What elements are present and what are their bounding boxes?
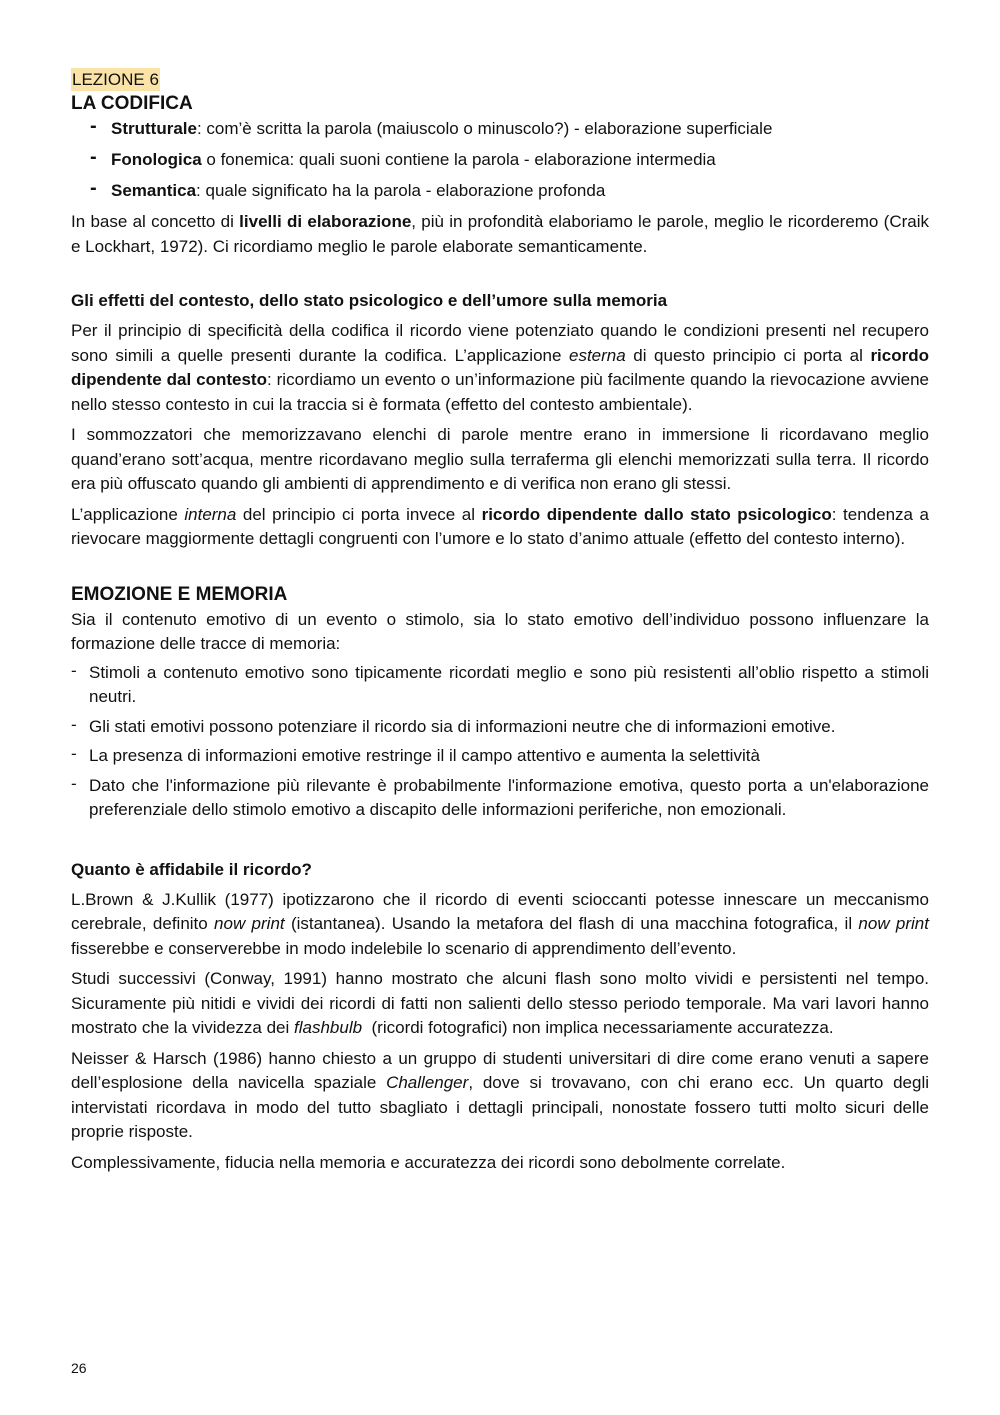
list-item: - Strutturale: com’è scritta la parola (maiuscolo o minuscolo?) - elaborazione superficiale xyxy=(90,115,773,138)
codifica-list xyxy=(71,117,929,203)
lesson-label: LEZIONE 6 xyxy=(72,70,159,89)
document-page xyxy=(71,68,934,1175)
paragraph: In base al concetto di livelli di elaborazione, più in profondità elaboriamo le parole, meglio le ricorderemo (Craik e Lockhart, 1972). Ci ricordiamo meglio le parole elaborate semanticamente. xyxy=(71,212,930,256)
list-item: - Fonologica o fonemica: quali suoni contiene la parola - elaborazione intermedia xyxy=(90,146,716,169)
dash-bullet: - xyxy=(71,773,77,793)
paragraph: Complessivamente, fiducia nella memoria e accuratezza dei ricordi sono debolmente correlate. xyxy=(71,1152,786,1172)
emozione-list xyxy=(71,661,929,823)
list-item: - Semantica: quale significato ha la parola - elaborazione profonda xyxy=(90,177,606,200)
dash-bullet: - xyxy=(71,744,77,763)
page-number: 26 xyxy=(71,1360,87,1376)
paragraph: I sommozzatori che memorizzavano elenchi di parole mentre erano in immersione li ricordavano meglio quand’erano sott’acqua, mentre ricordavano meglio sulla terraferma gli elenchi memorizzati sulla terra. Il ricordo era più offuscato quando gli ambienti di apprendimento e di verifica non erano gli stessi. xyxy=(71,425,929,493)
list-item: - Stimoli a contenuto emotivo sono tipicamente ricordati meglio e sono più resistenti all’oblio rispetto a stimoli neutri. xyxy=(71,660,929,706)
list-item: - Gli stati emotivi possono potenziare il ricordo sia di informazioni neutre che di informazioni emotive. xyxy=(71,714,836,736)
dash-bullet: - xyxy=(90,146,97,168)
paragraph: Per il principio di specificità della codifica il ricordo viene potenziato quando le condizioni presenti nel recupero sono simili a quelle presenti durante la codifica. L’applicazione esterna di questo principio ci porta al ricordo dipendente dal contesto: ricordiamo un evento o un’informazione più facilmente quando la rievocazione avviene nello stesso contesto in cui la traccia si è formata (effetto del contesto ambientale). xyxy=(71,321,929,414)
dash-bullet: - xyxy=(90,115,97,137)
paragraph: Studi successivi (Conway, 1991) hanno mostrato che alcuni flash sono molto vividi e persistenti nel tempo. Sicuramente più nitidi e vividi dei ricordi di fatti non salienti dello stesso periodo temporale. Ma vari lavori hanno mostrato che la vividezza dei flashbulb (ricordi fotografici) non implica necessariamente accuratezza. xyxy=(71,969,934,1037)
list-item: - La presenza di informazioni emotive restringe il il campo attentivo e aumenta la selettività xyxy=(71,744,760,765)
section-title-affidabile: Quanto è affidabile il ricordo? xyxy=(71,859,312,879)
paragraph: Sia il contenuto emotivo di un evento o stimolo, sia lo stato emotivo dell’individuo possono influenzare la formazione delle tracce di memoria: xyxy=(71,609,929,653)
dash-bullet: - xyxy=(71,714,77,734)
section-title-contesto: Gli effetti del contesto, dello stato psicologico e dell’umore sulla memoria xyxy=(71,291,668,310)
paragraph: L.Brown & J.Kullik (1977) ipotizzarono che il ricordo di eventi scioccanti potesse innescare un meccanismo cerebrale, definito now print (istantanea). Usando la metafora del flash di una macchina fotografica, il now print fisserebbe e conserverebbe in modo indelebile lo scenario di apprendimento dell’evento. xyxy=(71,889,929,958)
paragraph: L’applicazione interna del principio ci porta invece al ricordo dipendente dallo stato psicologico: tendenza a rievocare maggiormente dettagli congruenti con l’umore e lo stato d’animo attuale (effetto del contesto interno). xyxy=(71,504,929,548)
dash-bullet: - xyxy=(71,660,77,680)
list-item: - Dato che l'informazione più rilevante è probabilmente l'informazione emotiva, questo porta a un'elaborazione preferenziale dello stimolo emotivo a discapito delle informazioni periferiche, non emozionali. xyxy=(71,773,929,819)
section-title-emozione: EMOZIONE E MEMORIA xyxy=(71,583,288,605)
section-title-codifica: LA CODIFICA xyxy=(71,93,193,114)
paragraph: Neisser & Harsch (1986) hanno chiesto a un gruppo di studenti universitari di dire come erano venuti a sapere dell’esplosione della navicella spaziale Challenger, dove si trovavano, con chi erano ecc. Un quarto degli intervistati ricordava in modo del tutto sbagliato i dettagli principali, nonostate fossero tutti molto sicuri delle proprie risposte. xyxy=(71,1048,929,1141)
dash-bullet: - xyxy=(90,177,97,199)
